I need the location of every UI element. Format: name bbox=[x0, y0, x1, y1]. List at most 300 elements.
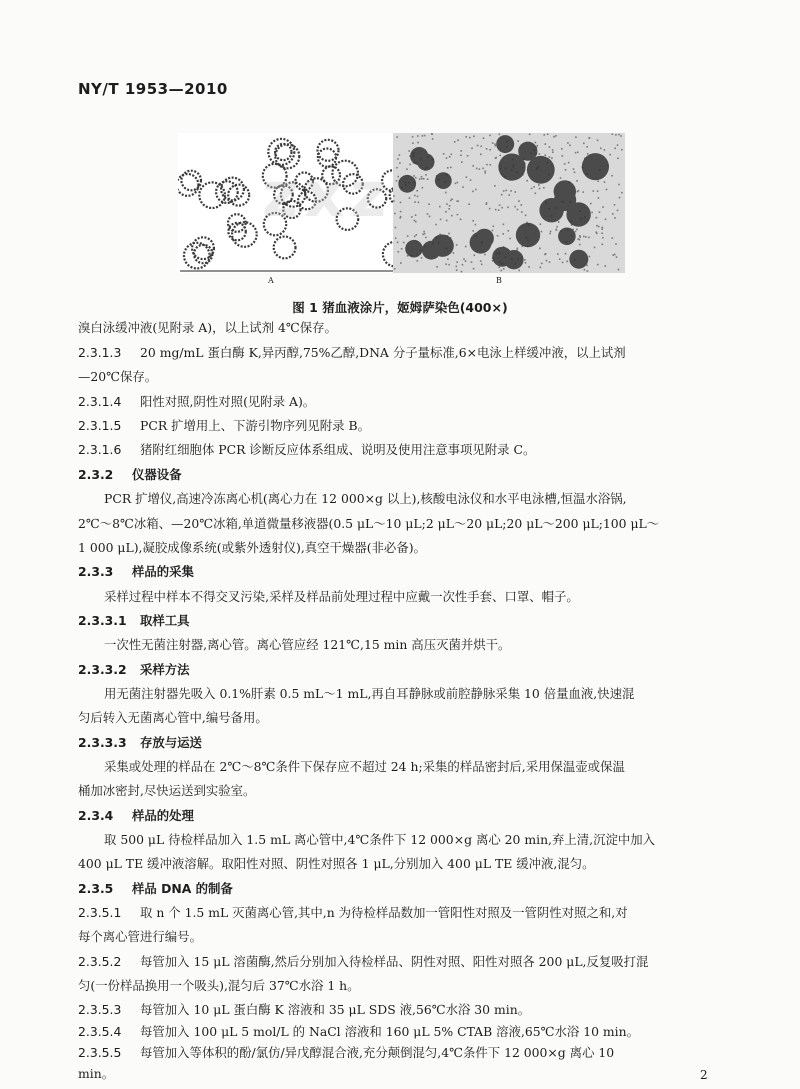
stain-speckle bbox=[602, 206, 604, 208]
stain-speckle bbox=[604, 181, 606, 183]
stain-speckle bbox=[401, 248, 403, 250]
stain-speckle bbox=[492, 230, 494, 232]
stain-speckle bbox=[412, 136, 414, 138]
stain-speckle bbox=[587, 270, 589, 272]
clause-text: 每管加入 15 μL 溶菌酶,然后分别加入待检样品、阴性对照、阳性对照各 200 μL,反复吸打混 bbox=[140, 954, 649, 969]
stain-speckle bbox=[605, 219, 607, 221]
stain-speckle bbox=[421, 178, 423, 180]
stain-speckle bbox=[517, 248, 519, 250]
stain-speckle bbox=[583, 143, 585, 145]
stain-speckle bbox=[497, 235, 499, 237]
text-line: 一次性无菌注射器,离心管。离心管应经 121℃,15 min 高压灭菌并烘干。 bbox=[104, 637, 511, 652]
clause-number: 2.3.5.3 bbox=[78, 1002, 122, 1017]
stain-speckle bbox=[614, 217, 616, 219]
stain-speckle bbox=[503, 190, 505, 192]
stain-speckle bbox=[538, 184, 540, 186]
stain-speckle bbox=[475, 189, 477, 191]
stain-speckle bbox=[483, 137, 485, 139]
stain-speckle bbox=[477, 145, 479, 147]
stain-speckle bbox=[448, 264, 450, 266]
stain-speckle bbox=[541, 231, 543, 233]
heading-2-3-3 bbox=[78, 564, 718, 580]
stain-speckle bbox=[559, 258, 561, 260]
stain-speckle bbox=[500, 270, 502, 272]
heading-2-3-4 bbox=[78, 808, 718, 824]
stained-blood-cell bbox=[398, 175, 416, 193]
stain-speckle bbox=[480, 146, 482, 148]
stain-speckle bbox=[601, 233, 603, 235]
stain-speckle bbox=[484, 172, 486, 174]
stain-speckle bbox=[409, 197, 411, 199]
stain-speckle bbox=[605, 265, 607, 267]
clause-number: 2.3.2 bbox=[78, 467, 114, 482]
stain-speckle bbox=[439, 206, 441, 208]
heading-2-3-3-3 bbox=[78, 735, 718, 751]
stain-speckle bbox=[465, 136, 467, 138]
stain-speckle bbox=[575, 152, 577, 154]
stain-speckle bbox=[579, 237, 581, 239]
stain-speckle bbox=[539, 188, 541, 190]
stain-speckle bbox=[409, 164, 411, 166]
stain-speckle bbox=[495, 209, 497, 211]
stain-speckle bbox=[460, 150, 462, 152]
stain-speckle bbox=[422, 135, 424, 137]
stain-speckle bbox=[499, 155, 501, 157]
clause-number: 2.3.5.2 bbox=[78, 954, 122, 969]
stain-speckle bbox=[482, 168, 484, 170]
clause-number: 2.3.1.3 bbox=[78, 345, 122, 360]
blood-smear-image-b bbox=[393, 133, 625, 273]
clause-number: 2.3.1.4 bbox=[78, 394, 122, 409]
clause-text: 每管加入 100 μL 5 mol/L 的 NaCl 溶液和 160 μL 5% CTAB 溶液,65℃水浴 10 min。 bbox=[140, 1024, 640, 1039]
stain-speckle bbox=[550, 231, 552, 233]
stain-speckle bbox=[480, 154, 482, 156]
stain-speckle bbox=[521, 211, 523, 213]
text-line: 用无菌注射器先吸入 0.1%肝素 0.5 mL～1 mL,再自耳静脉或前腔静脉采集 10 倍量血液,快速混 bbox=[104, 686, 635, 701]
stain-speckle bbox=[470, 179, 472, 181]
stain-speckle bbox=[615, 243, 617, 245]
stain-speckle bbox=[600, 148, 602, 150]
stain-speckle bbox=[565, 169, 567, 171]
stain-speckle bbox=[526, 180, 528, 182]
stain-speckle bbox=[498, 209, 500, 211]
page-number: 2 bbox=[700, 1068, 708, 1082]
text-line: 2℃～8℃冰箱、—20℃冰箱,单道微量移液器(0.5 μL～10 μL;2 μL～20 μL;20 μL～200 μL;100 μL～ bbox=[78, 516, 660, 531]
stain-speckle bbox=[602, 227, 604, 229]
stain-speckle bbox=[407, 235, 409, 237]
stain-speckle bbox=[576, 180, 578, 182]
stain-speckle bbox=[502, 233, 504, 235]
stain-speckle bbox=[614, 204, 616, 206]
stain-speckle bbox=[515, 191, 517, 193]
stained-blood-cell bbox=[492, 247, 512, 267]
stain-speckle bbox=[427, 213, 429, 215]
stain-speckle bbox=[590, 203, 592, 205]
stain-speckle bbox=[602, 244, 604, 246]
stain-speckle bbox=[463, 258, 465, 260]
stain-speckle bbox=[395, 227, 397, 229]
stain-speckle bbox=[489, 208, 491, 210]
heading-2-3-3-1 bbox=[78, 613, 718, 629]
stained-blood-cell bbox=[410, 147, 428, 165]
stain-speckle bbox=[579, 244, 581, 246]
stain-speckle bbox=[454, 141, 456, 143]
clause-text: 取 n 个 1.5 mL 灭菌离心管,其中,n 为待检样品数加一管阳性对照及一管阴性对照之和,对 bbox=[140, 905, 628, 920]
stain-speckle bbox=[562, 262, 564, 264]
stain-speckle bbox=[466, 176, 468, 178]
stain-speckle bbox=[480, 260, 482, 262]
clause-text: 20 mg/mL 蛋白酶 K,异丙醇,75%乙醇,DNA 分子量标准,6×电泳上样缓冲液，以上试剂 bbox=[140, 345, 626, 360]
stain-speckle bbox=[462, 264, 464, 266]
stain-speckle bbox=[397, 158, 399, 160]
stain-speckle bbox=[421, 257, 423, 259]
stain-speckle bbox=[533, 186, 535, 188]
stain-speckle bbox=[612, 213, 614, 215]
clause-number: 2.3.4 bbox=[78, 808, 114, 823]
stain-speckle bbox=[456, 261, 458, 263]
stain-speckle bbox=[472, 191, 474, 193]
stain-speckle bbox=[541, 263, 543, 265]
stain-speckle bbox=[597, 190, 599, 192]
stain-speckle bbox=[412, 142, 414, 144]
stain-speckle bbox=[562, 155, 564, 157]
stain-speckle bbox=[591, 212, 593, 214]
stain-speckle bbox=[456, 200, 458, 202]
heading-text: 采样方法 bbox=[140, 662, 190, 677]
heading-2-3-2 bbox=[78, 467, 718, 483]
clause-number: 2.3.5.4 bbox=[78, 1024, 122, 1039]
clause-text: 每管加入 10 μL 蛋白酶 K 溶液和 35 μL SDS 液,56℃水浴 30 min。 bbox=[140, 1002, 531, 1017]
stain-speckle bbox=[453, 252, 455, 254]
stain-speckle bbox=[425, 174, 427, 176]
stain-speckle bbox=[419, 178, 421, 180]
stain-speckle bbox=[618, 184, 620, 186]
stain-speckle bbox=[517, 209, 519, 211]
stain-speckle bbox=[413, 175, 415, 177]
stain-speckle bbox=[429, 216, 431, 218]
stain-speckle bbox=[545, 143, 547, 145]
stain-speckle bbox=[416, 190, 418, 192]
stain-speckle bbox=[549, 233, 551, 235]
clause-number: 2.3.3.3 bbox=[78, 735, 127, 750]
stain-speckle bbox=[614, 254, 616, 256]
stain-speckle bbox=[606, 189, 608, 191]
stain-speckle bbox=[582, 191, 584, 193]
stain-speckle bbox=[447, 258, 449, 260]
stain-speckle bbox=[457, 214, 459, 216]
text-line: PCR 扩增仪,高速冷冻离心机(离心力在 12 000×g 以上),核酸电泳仪和水平电泳槽,恒温水浴锅, bbox=[104, 491, 627, 506]
stain-speckle bbox=[619, 197, 621, 199]
stain-speckle bbox=[540, 267, 542, 269]
text-line: 匀后转入无菌离心管中,编号备用。 bbox=[78, 710, 268, 725]
stain-speckle bbox=[525, 215, 527, 217]
stain-speckle bbox=[432, 138, 434, 140]
stain-speckle bbox=[414, 201, 416, 203]
stain-speckle bbox=[540, 223, 542, 225]
stain-speckle bbox=[553, 136, 555, 138]
stain-speckle bbox=[476, 168, 478, 170]
stain-speckle bbox=[462, 186, 464, 188]
stain-speckle bbox=[529, 134, 531, 136]
stained-blood-cell bbox=[569, 250, 588, 269]
stain-speckle bbox=[472, 165, 474, 167]
stain-speckle bbox=[424, 233, 426, 235]
stain-speckle bbox=[514, 206, 516, 208]
text-line: 每个离心管进行编号。 bbox=[78, 929, 202, 944]
heading-text: 仪器设备 bbox=[132, 467, 182, 482]
stain-speckle bbox=[422, 187, 424, 189]
stain-speckle bbox=[577, 152, 579, 154]
stain-speckle bbox=[486, 164, 488, 166]
stained-blood-cell bbox=[582, 153, 609, 180]
clause-number: 2.3.5.5 bbox=[78, 1045, 122, 1060]
stain-speckle bbox=[501, 207, 503, 209]
stain-speckle bbox=[489, 135, 491, 137]
stained-blood-cell bbox=[498, 154, 525, 181]
stain-speckle bbox=[585, 236, 587, 238]
stain-speckle bbox=[457, 139, 459, 141]
stain-speckle bbox=[528, 266, 530, 268]
stain-speckle bbox=[415, 177, 417, 179]
stain-speckle bbox=[612, 133, 614, 135]
stain-speckle bbox=[555, 229, 557, 231]
stain-speckle bbox=[449, 205, 451, 207]
stain-speckle bbox=[543, 187, 545, 189]
stain-speckle bbox=[475, 224, 477, 226]
heading-text: 样品的采集 bbox=[132, 564, 194, 579]
stain-speckle bbox=[421, 176, 423, 178]
clause-number: 2.3.3 bbox=[78, 564, 114, 579]
heading-text: 样品 DNA 的制备 bbox=[132, 881, 233, 896]
stain-speckle bbox=[417, 142, 419, 144]
stain-speckle bbox=[549, 261, 551, 263]
stain-speckle bbox=[486, 148, 488, 150]
stain-speckle bbox=[589, 256, 591, 258]
text-line: 桶加冰密封,尽快运送到实验室。 bbox=[78, 783, 256, 798]
stain-speckle bbox=[417, 260, 419, 262]
stain-speckle bbox=[394, 213, 396, 215]
stained-blood-cell bbox=[516, 223, 540, 247]
stain-speckle bbox=[471, 148, 473, 150]
stain-speckle bbox=[593, 190, 595, 192]
stain-speckle bbox=[457, 182, 459, 184]
stain-speckle bbox=[494, 185, 496, 187]
stain-speckle bbox=[481, 264, 483, 266]
stain-speckle bbox=[552, 151, 554, 153]
stain-speckle bbox=[460, 219, 462, 221]
figure-label-b: B bbox=[496, 276, 502, 285]
stain-speckle bbox=[451, 215, 453, 217]
stain-speckle bbox=[436, 266, 438, 268]
stain-speckle bbox=[621, 192, 623, 194]
stain-speckle bbox=[535, 193, 537, 195]
stain-speckle bbox=[552, 149, 554, 151]
section-2-3-1-4 bbox=[78, 394, 718, 410]
figure-caption: 图 1 猪血液涂片，姬姆萨染色(400×) bbox=[292, 300, 508, 315]
clause-text: 每管加入等体积的酚/氯仿/异戊醇混合液,充分颠倒混匀,4℃条件下 12 000×g 离心 10 bbox=[140, 1045, 615, 1060]
stain-speckle bbox=[493, 226, 495, 228]
stain-speckle bbox=[495, 145, 497, 147]
stain-speckle bbox=[461, 161, 463, 163]
stain-speckle bbox=[547, 133, 549, 135]
text-line: 1 000 μL),凝胶成像系统(或紫外透射仪),真空干燥器(非必备)。 bbox=[78, 540, 426, 555]
stain-speckle bbox=[414, 195, 416, 197]
stain-speckle bbox=[415, 214, 417, 216]
stain-speckle bbox=[587, 153, 589, 155]
clause-number: 2.3.3.2 bbox=[78, 662, 127, 677]
stain-speckle bbox=[396, 180, 398, 182]
stain-speckle bbox=[594, 247, 596, 249]
stain-speckle bbox=[568, 162, 570, 164]
stain-speckle bbox=[445, 192, 447, 194]
text-line: 400 μL TE 缓冲液溶解。取阳性对照、阴性对照各 1 μL,分别加入 400 μL TE 缓冲液,混匀。 bbox=[78, 856, 595, 871]
stain-speckle bbox=[617, 144, 619, 146]
stain-speckle bbox=[503, 224, 505, 226]
stain-speckle bbox=[598, 226, 600, 228]
stain-speckle bbox=[425, 237, 427, 239]
stain-speckle bbox=[575, 231, 577, 233]
stain-speckle bbox=[611, 175, 613, 177]
stain-speckle bbox=[524, 259, 526, 261]
stain-speckle bbox=[588, 237, 590, 239]
stain-speckle bbox=[612, 237, 614, 239]
section-2-3-5-5 bbox=[78, 1045, 718, 1061]
stain-speckle bbox=[618, 134, 620, 136]
stain-speckle bbox=[586, 146, 588, 148]
stain-speckle bbox=[396, 167, 398, 169]
stain-speckle bbox=[602, 237, 604, 239]
stain-speckle bbox=[579, 239, 581, 241]
section-2-3-1-5 bbox=[78, 418, 718, 434]
heading-2-3-5 bbox=[78, 881, 718, 897]
stain-speckle bbox=[544, 254, 546, 256]
stain-speckle bbox=[579, 235, 581, 237]
stain-speckle bbox=[443, 153, 445, 155]
stain-speckle bbox=[507, 207, 509, 209]
stain-speckle bbox=[560, 177, 562, 179]
stain-speckle bbox=[456, 269, 458, 271]
stain-speckle bbox=[597, 181, 599, 183]
figure-label-a: A bbox=[268, 276, 274, 285]
stain-speckle bbox=[595, 231, 597, 233]
stain-speckle bbox=[400, 202, 402, 204]
text-line: —20℃保存。 bbox=[78, 369, 158, 384]
stained-blood-cell bbox=[470, 232, 492, 254]
stain-speckle bbox=[617, 210, 619, 212]
stain-speckle bbox=[494, 143, 496, 145]
stain-speckle bbox=[448, 208, 450, 210]
stain-speckle bbox=[545, 154, 547, 156]
stain-speckle bbox=[620, 135, 622, 137]
stain-speckle bbox=[573, 168, 575, 170]
stain-speckle bbox=[565, 253, 567, 255]
heading-text: 取样工具 bbox=[140, 613, 190, 628]
stain-speckle bbox=[508, 230, 510, 232]
stain-speckle bbox=[599, 211, 601, 213]
stain-speckle bbox=[411, 216, 413, 218]
stain-speckle bbox=[455, 183, 457, 185]
stain-speckle bbox=[584, 269, 586, 271]
stain-speckle bbox=[465, 246, 467, 248]
stain-speckle bbox=[531, 188, 533, 190]
stain-speckle bbox=[576, 229, 578, 231]
stain-speckle bbox=[394, 268, 396, 270]
stain-speckle bbox=[393, 200, 395, 202]
stain-speckle bbox=[461, 271, 463, 273]
clause-number: 2.3.5 bbox=[78, 881, 114, 896]
stain-speckle bbox=[399, 217, 401, 219]
stain-speckle bbox=[561, 148, 563, 150]
stain-speckle bbox=[485, 170, 487, 172]
stain-speckle bbox=[549, 146, 551, 148]
stain-speckle bbox=[472, 230, 474, 232]
stain-speckle bbox=[465, 260, 467, 262]
stained-blood-cell bbox=[554, 189, 576, 211]
heading-2-3-3-2 bbox=[78, 662, 718, 678]
stain-speckle bbox=[525, 262, 527, 264]
stain-speckle bbox=[575, 136, 577, 138]
clause-text: PCR 扩增用上、下游引物序列见附录 B。 bbox=[140, 418, 370, 433]
stain-speckle bbox=[586, 265, 588, 267]
stain-speckle bbox=[598, 197, 600, 199]
clause-text: 阳性对照,阴性对照(见附录 A)。 bbox=[140, 394, 316, 409]
clause-number: 2.3.1.5 bbox=[78, 418, 122, 433]
heading-text: 样品的处理 bbox=[132, 808, 194, 823]
standard-number: NY/T 1953—2010 bbox=[78, 80, 228, 98]
section-2-3-5-1 bbox=[78, 905, 718, 921]
stain-speckle bbox=[535, 142, 537, 144]
stain-speckle bbox=[446, 157, 448, 159]
stain-speckle bbox=[417, 135, 419, 137]
stain-speckle bbox=[564, 163, 566, 165]
stain-speckle bbox=[621, 149, 623, 151]
stain-speckle bbox=[435, 224, 437, 226]
stain-speckle bbox=[406, 168, 408, 170]
stain-speckle bbox=[431, 133, 433, 135]
text-line: 匀(一份样品换用一个吸头),混匀后 37℃水浴 1 h。 bbox=[78, 978, 360, 993]
stain-speckle bbox=[424, 135, 426, 137]
stain-speckle bbox=[423, 231, 425, 233]
stain-speckle bbox=[393, 195, 395, 197]
stain-speckle bbox=[601, 228, 603, 230]
stain-speckle bbox=[597, 264, 599, 266]
stain-speckle bbox=[612, 254, 614, 256]
stain-speckle bbox=[551, 157, 553, 159]
stain-speckle bbox=[460, 155, 462, 157]
stain-speckle bbox=[445, 263, 447, 265]
stain-speckle bbox=[517, 140, 519, 142]
stain-speckle bbox=[604, 149, 606, 151]
text-line: 取 500 μL 待检样品加入 1.5 mL 离心管中,4℃条件下 12 000×g 离心 20 min,弃上清,沉淀中加入 bbox=[104, 832, 656, 847]
stain-speckle bbox=[446, 220, 448, 222]
stain-speckle bbox=[472, 220, 474, 222]
stain-speckle bbox=[609, 154, 611, 156]
stain-speckle bbox=[518, 270, 520, 272]
stain-speckle bbox=[473, 268, 475, 270]
stain-speckle bbox=[418, 202, 420, 204]
stain-speckle bbox=[518, 200, 520, 202]
stain-speckle bbox=[537, 145, 539, 147]
stain-speckle bbox=[427, 178, 429, 180]
stain-speckle bbox=[495, 157, 497, 159]
stain-speckle bbox=[503, 268, 505, 270]
stain-speckle bbox=[509, 238, 511, 240]
stain-speckle bbox=[423, 178, 425, 180]
stain-speckle bbox=[583, 236, 585, 238]
clause-number: 2.3.1.6 bbox=[78, 442, 122, 457]
stain-speckle bbox=[416, 234, 418, 236]
stain-speckle bbox=[395, 237, 397, 239]
